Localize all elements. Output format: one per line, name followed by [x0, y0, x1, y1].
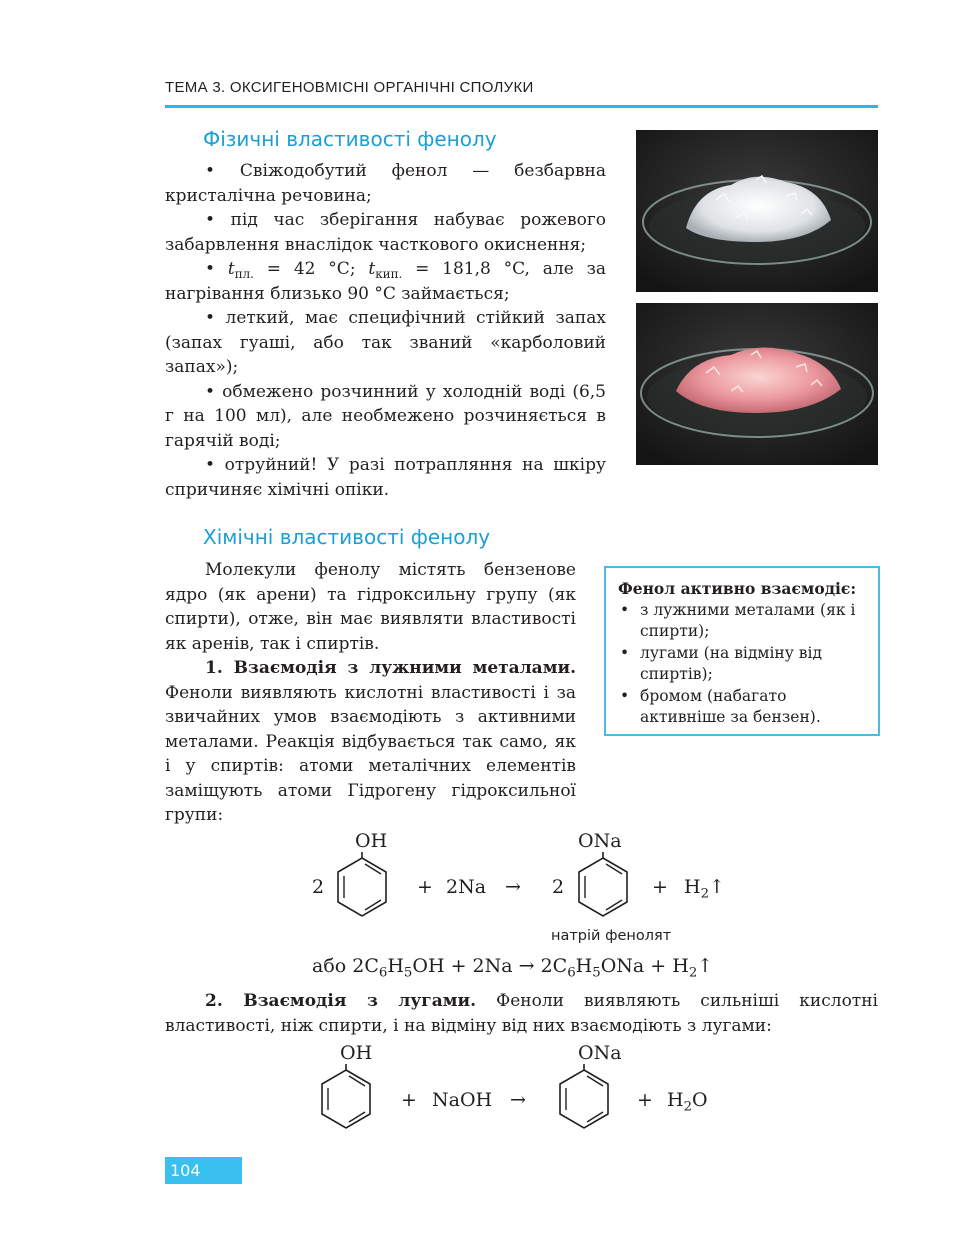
- reaction1-plus: +: [417, 876, 433, 898]
- physical-properties-list: [165, 159, 606, 502]
- info-box-item: • з лужними металами (як і спирти);: [618, 600, 868, 643]
- running-header: ТЕМА 3. ОКСИГЕНОВМІСНІ ОРГАНІЧНІ СПОЛУКИ: [165, 79, 534, 96]
- dish-image: [636, 303, 878, 465]
- reaction2-arrow: →: [510, 1089, 526, 1111]
- chemical-intro: Молекули фенолу містять бензенове ядро (як арени) та гідроксильну групу (як спирти), отже, він має виявляти властивості як аренів, так і спиртів.: [165, 560, 576, 654]
- info-box: [604, 566, 880, 736]
- phenol-pink-crystals-photo: [636, 303, 878, 465]
- info-box-item: • бромом (набагато активніше за бензен).: [618, 686, 868, 729]
- property-bullet: • отруйний! У разі потрапляння на шкіру спричиняє хімічні опіки.: [165, 455, 606, 500]
- reaction1-hydrogen: $H_2↑$: [684, 876, 725, 902]
- sodium-phenolate-caption: натрій фенолят: [551, 928, 672, 944]
- physical-heading: Фізичні властивості фенолу: [203, 127, 497, 151]
- reaction1-sodium: 2Na: [446, 876, 487, 898]
- chemical-intro-block: [165, 558, 576, 828]
- section-alkalis: 2. Взаємодія з лугами. Феноли виявляють сильніші кислотні властивості, ніж спирти, і на відміну від них взаємодіють з лугами:: [165, 991, 878, 1036]
- benzene-ring-phenolate: [575, 852, 631, 922]
- reaction1-coefficient: 2: [312, 876, 325, 898]
- benzene-ring-phenol-2: [318, 1064, 374, 1134]
- benzene-ring-phenolate-2: [556, 1064, 612, 1134]
- reaction2-plus-product: +: [637, 1089, 653, 1111]
- section-alkali-metals-title: 1. Взаємодія з лужними металами.: [205, 658, 576, 678]
- section-alkali-metals: 1. Взаємодія з лужними металами. Феноли виявляють кислотні властивості і за звичайних умов взаємодіють з активними металами. Реакція відбувається так само, як і у спиртів: атоми металічних елементів заміщують атоми Гідрогену гідроксильної групи:: [165, 658, 576, 825]
- page-number: 104: [165, 1157, 242, 1184]
- property-bullet: • обмежено розчинний у холодній воді (6,5 г на 100 мл), але необмежено розчиняється в гарячій воді;: [165, 381, 606, 451]
- reaction2-ona-label: ONa: [578, 1042, 622, 1064]
- benzene-ring-phenol: [334, 852, 390, 922]
- property-bullet-temperatures: • $t_{пл.} = 42$ °C; $t_{кип.} = 181,8$ °C, але за нагрівання близько 90 °C займається;: [165, 259, 607, 304]
- reaction1-oh-label: OH: [355, 830, 388, 852]
- reaction2-oh-label: OH: [340, 1042, 373, 1064]
- reaction2-plus: +: [401, 1089, 417, 1111]
- info-box-item: • лугами (на відміну від спиртів);: [618, 643, 868, 686]
- reaction1-arrow: →: [505, 876, 521, 898]
- reaction2-naoh: NaOH: [432, 1089, 493, 1111]
- header-rule: [165, 105, 878, 108]
- phenol-white-crystals-photo: [636, 130, 878, 292]
- chemical-heading: Хімічні властивості фенолу: [203, 525, 491, 549]
- molecular-equation: або $2C_6H_5OH + 2Na \to 2C_6H_5ONa$ + $H_2↑$: [312, 955, 714, 981]
- dish-image: [636, 130, 878, 292]
- reaction1-plus-product: +: [652, 876, 668, 898]
- reaction1-coefficient-product: 2: [552, 876, 565, 898]
- property-bullet: • леткий, має специфічний стійкий запах (запах гуаші, або так званий «карболовий запах»);: [165, 308, 606, 377]
- reaction2-water: $H_2O$: [667, 1089, 708, 1115]
- section-alkalis-title: 2. Взаємодія з лугами.: [205, 991, 477, 1011]
- property-bullet: • під час зберігання набуває рожевого забарвлення внаслідок часткового окиснення;: [165, 210, 606, 255]
- property-bullet: • Свіжодобутий фенол — безбарвна кристалічна речовина;: [165, 161, 606, 206]
- info-box-list: [618, 600, 868, 729]
- reaction1-ona-label: ONa: [578, 830, 622, 852]
- info-box-title: Фенол активно взаємодіє:: [618, 579, 857, 598]
